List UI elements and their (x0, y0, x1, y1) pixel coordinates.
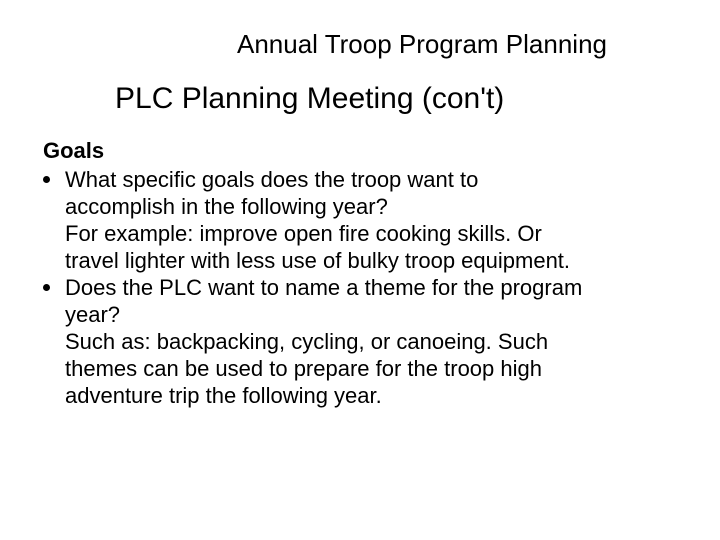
bullet-dot-icon (43, 284, 50, 291)
bullet-dot-icon (43, 176, 50, 183)
bullet-item-theme (43, 274, 703, 409)
bullet-text-line: Such as: backpacking, cycling, or canoeing. Such (65, 329, 549, 354)
bullet-text-line: For example: improve open fire cooking skills. Or (65, 221, 542, 246)
bullet-item-goals (43, 166, 703, 274)
bullet-text-line: travel lighter with less use of bulky troop equipment. (65, 248, 571, 273)
bullet-text-line: themes can be used to prepare for the troop high (65, 356, 542, 381)
bullet-list (43, 166, 703, 409)
slide-content (43, 136, 703, 409)
bullet-text-line: Does the PLC want to name a theme for the program (65, 275, 583, 300)
bullet-text-line: What specific goals does the troop want to (65, 167, 479, 192)
header-title: Annual Troop Program Planning (237, 29, 608, 59)
bullet-text-line: year? (65, 302, 121, 327)
bullet-text-line: accomplish in the following year? (65, 194, 388, 219)
section-heading: Goals (43, 138, 105, 163)
slide-title: PLC Planning Meeting (con't) (115, 82, 505, 115)
bullet-text-line: adventure trip the following year. (65, 383, 382, 408)
